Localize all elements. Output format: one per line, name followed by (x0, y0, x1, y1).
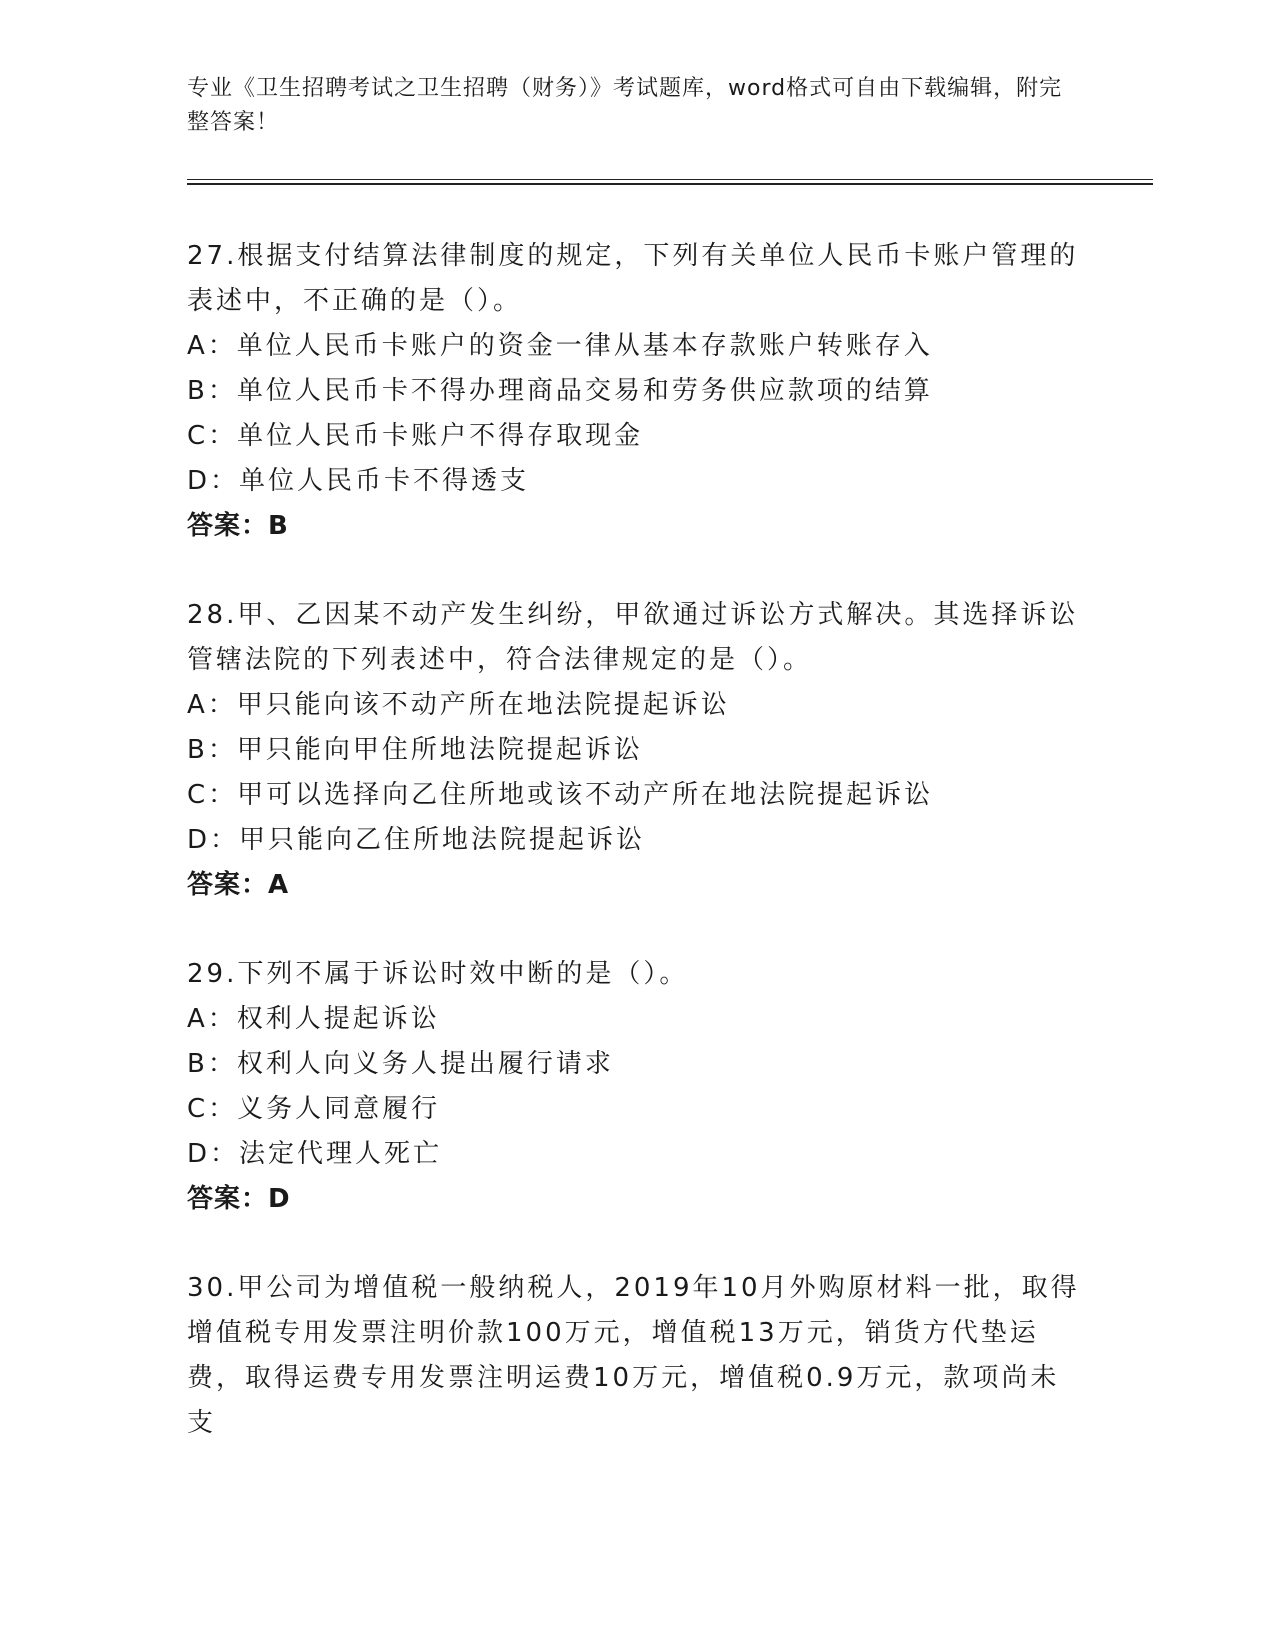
question-27 (187, 234, 1087, 549)
option-b: B：单位人民币卡不得办理商品交易和劳务供应款项的结算 (187, 376, 933, 406)
document-header: 专业《卫生招聘考试之卫生招聘（财务）》考试题库，word格式可自由下载编辑，附完整答案！ (187, 76, 1063, 135)
question-stem: 28.甲、乙因某不动产发生纠纷，甲欲通过诉讼方式解决。其选择诉讼管辖法院的下列表述中，符合法律规定的是（）。 (187, 600, 1079, 675)
answer-label: 答案：D (187, 1184, 291, 1214)
question-30 (187, 1266, 1087, 1446)
answer-label: 答案：A (187, 870, 290, 900)
option-b: B：权利人向义务人提出履行请求 (187, 1049, 614, 1079)
option-b: B：甲只能向甲住所地法院提起诉讼 (187, 735, 643, 765)
header-divider-thin (187, 179, 1153, 180)
question-28 (187, 593, 1087, 908)
option-a: A：单位人民币卡账户的资金一律从基本存款账户转账存入 (187, 331, 933, 361)
option-a: A：甲只能向该不动产所在地法院提起诉讼 (187, 690, 730, 720)
question-list (187, 234, 1087, 1490)
option-c: C：义务人同意履行 (187, 1094, 441, 1124)
question-stem: 27.根据支付结算法律制度的规定，下列有关单位人民币卡账户管理的表述中，不正确的是（）。 (187, 241, 1079, 316)
option-c: C：甲可以选择向乙住所地或该不动产所在地法院提起诉讼 (187, 780, 934, 810)
header-divider-thick (187, 183, 1153, 185)
answer-label: 答案：B (187, 511, 289, 541)
option-d: D：单位人民币卡不得透支 (187, 466, 530, 496)
question-29 (187, 952, 1087, 1222)
option-d: D：甲只能向乙住所地法院提起诉讼 (187, 825, 646, 855)
option-a: A：权利人提起诉讼 (187, 1004, 440, 1034)
option-d: D：法定代理人死亡 (187, 1139, 443, 1169)
question-stem: 30.甲公司为增值税一般纳税人，2019年10月外购原材料一批，取得增值税专用发票注明价款100万元，增值税13万元，销货方代垫运费，取得运费专用发票注明运费10万元，增值税0.9万元，款项尚未支 (187, 1273, 1080, 1438)
question-stem: 29.下列不属于诉讼时效中断的是（）。 (187, 959, 689, 989)
option-c: C：单位人民币卡账户不得存取现金 (187, 421, 644, 451)
